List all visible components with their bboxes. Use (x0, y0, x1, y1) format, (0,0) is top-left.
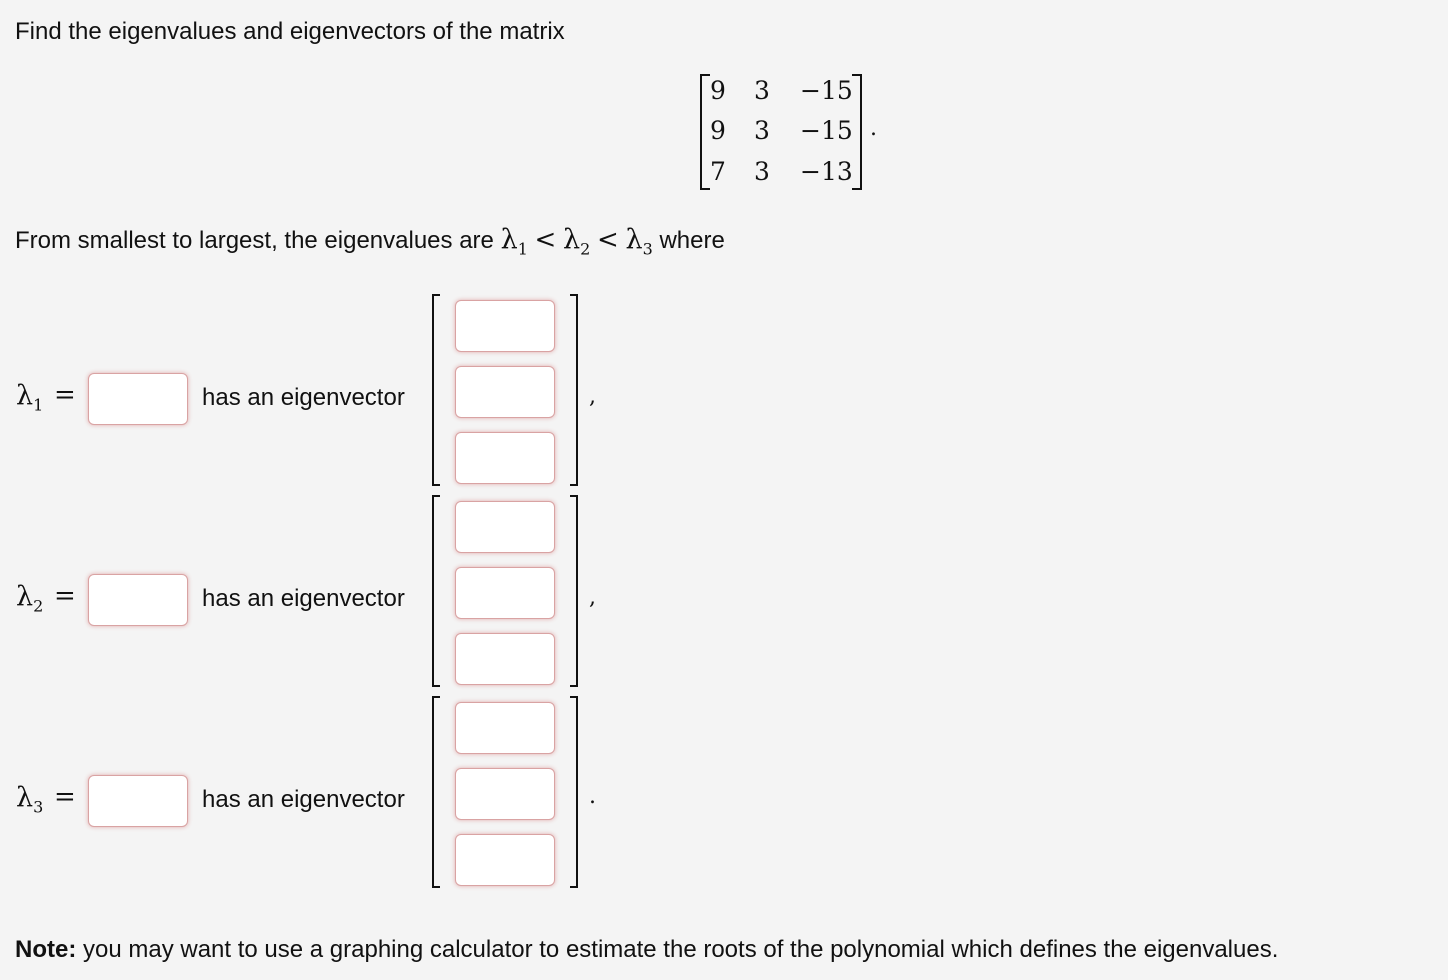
ordering-suffix: where (659, 227, 725, 254)
ordering-prefix: From smallest to largest, the eigenvalues are (15, 227, 494, 254)
vector-left-bracket (432, 294, 440, 486)
lambda-2-symbol: $\lambda_2$ (563, 224, 591, 259)
lambda-2-label: $\lambda_2$ (16, 581, 44, 616)
eigenvalue-1-input[interactable] (88, 373, 188, 425)
eigen-row-3 (0, 694, 700, 890)
lambda-3-label: $\lambda_3$ (16, 782, 44, 817)
matrix-left-bracket (700, 74, 710, 190)
matrix-cell: 7 (710, 157, 726, 186)
less-than-sign: < (534, 225, 557, 255)
eigenvector-2-component-1[interactable] (455, 501, 555, 553)
coefficient-matrix (700, 74, 862, 190)
eigenvector-1-component-1[interactable] (455, 300, 555, 352)
matrix-cell: −13 (800, 157, 853, 186)
eigenvector-1-component-2[interactable] (455, 366, 555, 418)
equals-sign: = (54, 782, 76, 812)
eigenvector-3-component-3[interactable] (455, 834, 555, 886)
eigen-row-2 (0, 493, 700, 689)
eigenvector-connector: has an eigenvector (202, 585, 405, 612)
vector-left-bracket (432, 495, 440, 687)
row-terminator: . (589, 784, 596, 809)
eigenvector-3-component-1[interactable] (455, 702, 555, 754)
vector-right-bracket (570, 294, 578, 486)
matrix-right-bracket (852, 74, 862, 190)
vector-left-bracket (432, 696, 440, 888)
eigenvector-3-component-2[interactable] (455, 768, 555, 820)
eigenvector-connector: has an eigenvector (202, 786, 405, 813)
vector-right-bracket (570, 696, 578, 888)
lambda-3-symbol: $\lambda_3$ (625, 224, 653, 259)
matrix-cell: 3 (754, 76, 770, 105)
eigenvector-1-component-3[interactable] (455, 432, 555, 484)
note (15, 936, 1278, 964)
ordering-sentence (15, 224, 725, 258)
matrix-cell: 9 (710, 116, 726, 145)
matrix-period: . (870, 116, 877, 141)
matrix-cell: 3 (754, 157, 770, 186)
row-terminator: , (589, 585, 596, 610)
less-than-sign: < (597, 225, 619, 255)
vector-right-bracket (570, 495, 578, 687)
note-text: you may want to use a graphing calculator to estimate the roots of the polynomial which defines the eigenvalues. (76, 936, 1279, 963)
eigenvector-connector: has an eigenvector (202, 384, 405, 411)
eigenvalue-2-input[interactable] (88, 574, 188, 626)
note-label: Note: (15, 936, 77, 963)
matrix-cell: −15 (800, 76, 853, 105)
matrix-cell: −15 (800, 116, 853, 145)
eigenvector-2-component-3[interactable] (455, 633, 555, 685)
lambda-1-symbol: $\lambda_1$ (500, 224, 528, 259)
matrix-cell: 9 (710, 76, 726, 105)
lambda-1-label: $\lambda_1$ (16, 380, 44, 415)
question-intro: Find the eigenvalues and eigenvectors of the matrix (15, 18, 565, 45)
equals-sign: = (54, 380, 76, 410)
equals-sign: = (54, 581, 76, 611)
row-terminator: , (589, 384, 596, 409)
eigen-row-1 (0, 292, 700, 488)
eigenvector-2-component-2[interactable] (455, 567, 555, 619)
matrix-cell: 3 (754, 116, 770, 145)
eigenvalue-3-input[interactable] (88, 775, 188, 827)
